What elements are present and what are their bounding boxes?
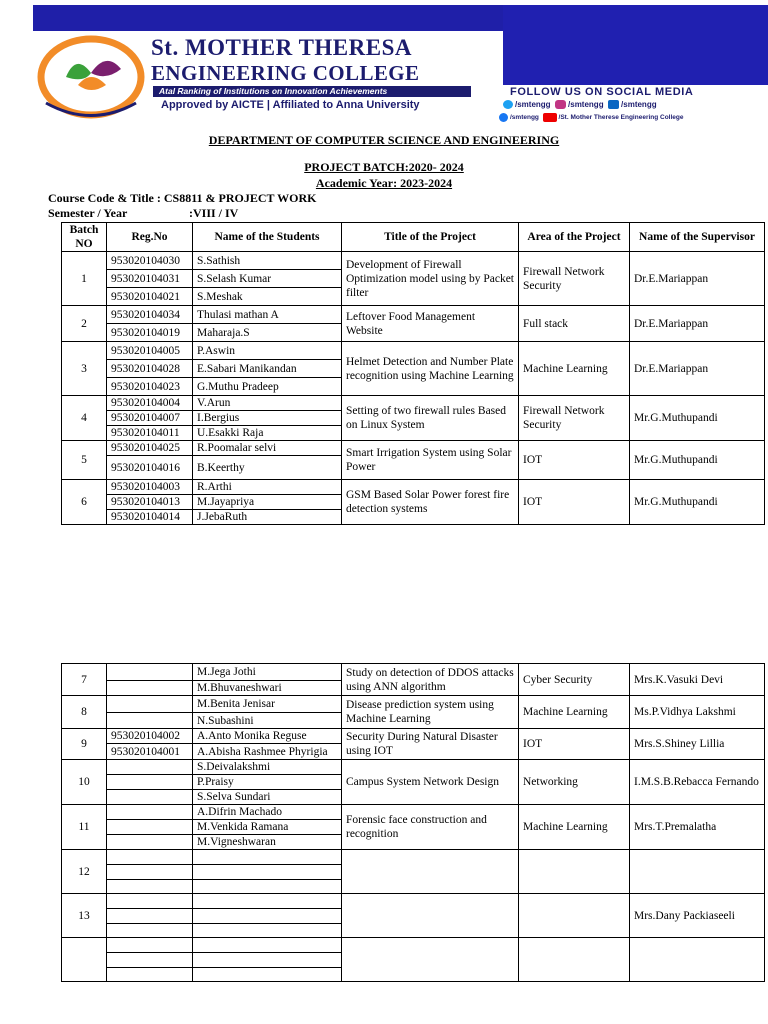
batch-number: 7 [62,664,107,696]
supervisor-cell [630,850,765,894]
reg-number-cell [107,938,193,953]
reg-number-cell: 953020104034 [107,306,193,324]
supervisor-cell: Mrs.Dany Packiaseeli [630,894,765,938]
project-area-cell [519,894,630,938]
table-row [62,760,765,775]
header-project-title: Title of the Project [342,223,519,252]
header-batch-no: Batch NO [62,223,107,252]
student-name-cell: S.Deivalakshmi [193,760,342,775]
supervisor-cell: Mrs.T.Premalatha [630,805,765,850]
table-row [62,342,765,360]
project-table-2 [61,663,765,982]
student-name-cell: M.Benita Jenisar [193,696,342,713]
reg-number-cell [107,760,193,775]
facebook-icon [499,113,508,122]
project-area-cell: Firewall Network Security [519,396,630,441]
table-row [62,729,765,744]
project-title-cell: Development of Firewall Optimization model using by Packet filter [342,252,519,306]
table-row [62,696,765,713]
student-name-cell [193,968,342,982]
student-name-cell: M.Bhuvaneshwari [193,681,342,696]
batch-number [62,938,107,982]
reg-number-cell: 953020104023 [107,378,193,396]
batch-number: 9 [62,729,107,760]
student-name-cell: S.Sathish [193,252,342,270]
ranking-strip: Atal Ranking of Institutions on Innovation Achievements [153,86,471,97]
batch-number: 12 [62,850,107,894]
project-area-cell: Firewall Network Security [519,252,630,306]
header-supervisor: Name of the Supervisor [630,223,765,252]
supervisor-cell: Ms.P.Vidhya Lakshmi [630,696,765,729]
college-logo-icon [36,33,146,121]
reg-number-cell: 953020104019 [107,324,193,342]
academic-year-heading: Academic Year: 2023-2024 [315,176,453,190]
student-name-cell [193,909,342,924]
reg-number-cell [107,805,193,820]
header-student-names: Name of the Students [193,223,342,252]
reg-number-cell [107,835,193,850]
student-name-cell: B.Keerthy [193,456,342,480]
student-name-cell: S.Meshak [193,288,342,306]
student-name-cell: G.Muthu Pradeep [193,378,342,396]
table-row [62,664,765,681]
student-name-cell: I.Bergius [193,411,342,426]
header-reg-no: Reg.No [107,223,193,252]
project-area-cell [519,850,630,894]
project-title-cell [342,938,519,982]
project-area-cell: Machine Learning [519,342,630,396]
student-name-cell: N.Subashini [193,713,342,729]
course-label: Course Code & Title : CS8811 & PROJECT WORK [48,191,317,205]
reg-number-cell: 953020104004 [107,396,193,411]
table-row [62,396,765,411]
batch-number: 11 [62,805,107,850]
table-header-row [62,223,765,252]
project-title-cell: Leftover Food Management Website [342,306,519,342]
project-area-cell: IOT [519,480,630,525]
batch-number: 8 [62,696,107,729]
reg-number-cell [107,894,193,909]
student-name-cell: S.Selva Sundari [193,790,342,805]
student-name-cell: P.Praisy [193,775,342,790]
header-project-area: Area of the Project [519,223,630,252]
student-name-cell: A.Anto Monika Reguse [193,729,342,744]
student-name-cell: M.Jega Jothi [193,664,342,681]
batch-number: 5 [62,441,107,480]
college-name-line1: St. MOTHER THERESA [151,35,412,60]
batch-number: 3 [62,342,107,396]
reg-number-cell: 953020104028 [107,360,193,378]
youtube-handle[interactable]: /St. Mother Therese Engineering College [558,114,684,122]
student-name-cell [193,865,342,880]
reg-number-cell: 953020104005 [107,342,193,360]
instagram-icon [555,100,566,109]
approval-text: Approved by AICTE | Affiliated to Anna University [161,99,420,111]
reg-number-cell: 953020104014 [107,510,193,525]
reg-number-cell: 953020104013 [107,495,193,510]
social-links-row2 [499,113,684,122]
student-name-cell [193,894,342,909]
supervisor-cell: I.M.S.B.Rebacca Fernando [630,760,765,805]
reg-number-cell [107,953,193,968]
reg-number-cell [107,664,193,681]
reg-number-cell [107,865,193,880]
semester-value: :VIII / IV [189,206,239,220]
student-name-cell [193,953,342,968]
department-heading: DEPARTMENT OF COMPUTER SCIENCE AND ENGINEERING [208,133,560,147]
follow-heading: FOLLOW US ON SOCIAL MEDIA [510,86,694,98]
linkedin-icon [608,100,619,109]
student-name-cell: R.Arthi [193,480,342,495]
student-name-cell: M.Jayapriya [193,495,342,510]
facebook-handle[interactable]: /smtengg [510,114,539,122]
batch-number: 10 [62,760,107,805]
student-name-cell: A.Abisha Rashmee Phyrigia [193,744,342,760]
table-row [62,894,765,909]
reg-number-cell: 953020104030 [107,252,193,270]
project-area-cell: Machine Learning [519,696,630,729]
project-area-cell: Full stack [519,306,630,342]
batch-number: 13 [62,894,107,938]
project-area-cell: Networking [519,760,630,805]
youtube-icon [543,113,557,122]
project-title-cell: GSM Based Solar Power forest fire detection systems [342,480,519,525]
reg-number-cell: 953020104025 [107,441,193,456]
supervisor-cell: Mrs.S.Shiney Lillia [630,729,765,760]
reg-number-cell: 953020104031 [107,270,193,288]
reg-number-cell: 953020104002 [107,729,193,744]
batch-number: 4 [62,396,107,441]
student-name-cell: S.Selash Kumar [193,270,342,288]
supervisor-cell: Mr.G.Muthupandi [630,396,765,441]
student-name-cell: M.Vigneshwaran [193,835,342,850]
supervisor-cell: Mrs.K.Vasuki Devi [630,664,765,696]
reg-number-cell [107,880,193,894]
semester-label: Semester / Year [48,206,128,220]
project-title-cell [342,894,519,938]
project-title-cell [342,850,519,894]
project-area-cell: IOT [519,441,630,480]
reg-number-cell [107,713,193,729]
project-title-cell: Setting of two firewall rules Based on Linux System [342,396,519,441]
batch-number: 6 [62,480,107,525]
table-row [62,306,765,324]
student-name-cell: M.Venkida Ramana [193,820,342,835]
supervisor-cell [630,938,765,982]
student-name-cell: V.Arun [193,396,342,411]
banner-blue-block [503,5,768,85]
student-name-cell [193,880,342,894]
supervisor-cell: Dr.E.Mariappan [630,306,765,342]
reg-number-cell [107,968,193,982]
project-area-cell [519,938,630,982]
table-row [62,441,765,456]
student-name-cell: P.Aswin [193,342,342,360]
reg-number-cell [107,820,193,835]
batch-number: 1 [62,252,107,306]
student-name-cell: U.Esakki Raja [193,426,342,441]
college-banner [33,5,768,125]
table-row [62,480,765,495]
project-title-cell: Campus System Network Design [342,760,519,805]
student-name-cell: J.JebaRuth [193,510,342,525]
reg-number-cell: 953020104007 [107,411,193,426]
project-title-cell: Forensic face construction and recognition [342,805,519,850]
supervisor-cell: Dr.E.Mariappan [630,252,765,306]
social-links-row1 [503,100,657,109]
supervisor-cell: Mr.G.Muthupandi [630,441,765,480]
project-area-cell: Machine Learning [519,805,630,850]
student-name-cell [193,938,342,953]
project-batch-heading: PROJECT BATCH:2020- 2024 [304,160,464,174]
linkedin-handle[interactable]: /smtengg [621,100,657,109]
reg-number-cell [107,909,193,924]
table-row [62,938,765,953]
reg-number-cell [107,681,193,696]
project-title-cell: Security During Natural Disaster using IOT [342,729,519,760]
reg-number-cell: 953020104016 [107,456,193,480]
supervisor-cell: Mr.G.Muthupandi [630,480,765,525]
batch-number: 2 [62,306,107,342]
instagram-handle[interactable]: /smtengg [568,100,604,109]
reg-number-cell: 953020104003 [107,480,193,495]
student-name-cell: Thulasi mathan A [193,306,342,324]
reg-number-cell [107,790,193,805]
reg-number-cell: 953020104011 [107,426,193,441]
reg-number-cell [107,775,193,790]
reg-number-cell: 953020104021 [107,288,193,306]
project-area-cell: Cyber Security [519,664,630,696]
project-title-cell: Disease prediction system using Machine Learning [342,696,519,729]
reg-number-cell [107,696,193,713]
project-title-cell: Helmet Detection and Number Plate recognition using Machine Learning [342,342,519,396]
student-name-cell: Maharaja.S [193,324,342,342]
project-table-1 [61,222,765,525]
reg-number-cell [107,850,193,865]
college-name-line2: ENGINEERING COLLEGE [151,61,420,85]
table-row [62,850,765,865]
twitter-handle[interactable]: /smtengg [515,100,551,109]
reg-number-cell: 953020104001 [107,744,193,760]
student-name-cell: R.Poomalar selvi [193,441,342,456]
project-title-cell: Study on detection of DDOS attacks using ANN algorithm [342,664,519,696]
twitter-icon [503,100,513,109]
project-area-cell: IOT [519,729,630,760]
student-name-cell [193,924,342,938]
student-name-cell: E.Sabari Manikandan [193,360,342,378]
student-name-cell [193,850,342,865]
student-name-cell: A.Difrin Machado [193,805,342,820]
reg-number-cell [107,924,193,938]
table-row [62,805,765,820]
table-row [62,252,765,270]
project-title-cell: Smart Irrigation System using Solar Power [342,441,519,480]
supervisor-cell: Dr.E.Mariappan [630,342,765,396]
